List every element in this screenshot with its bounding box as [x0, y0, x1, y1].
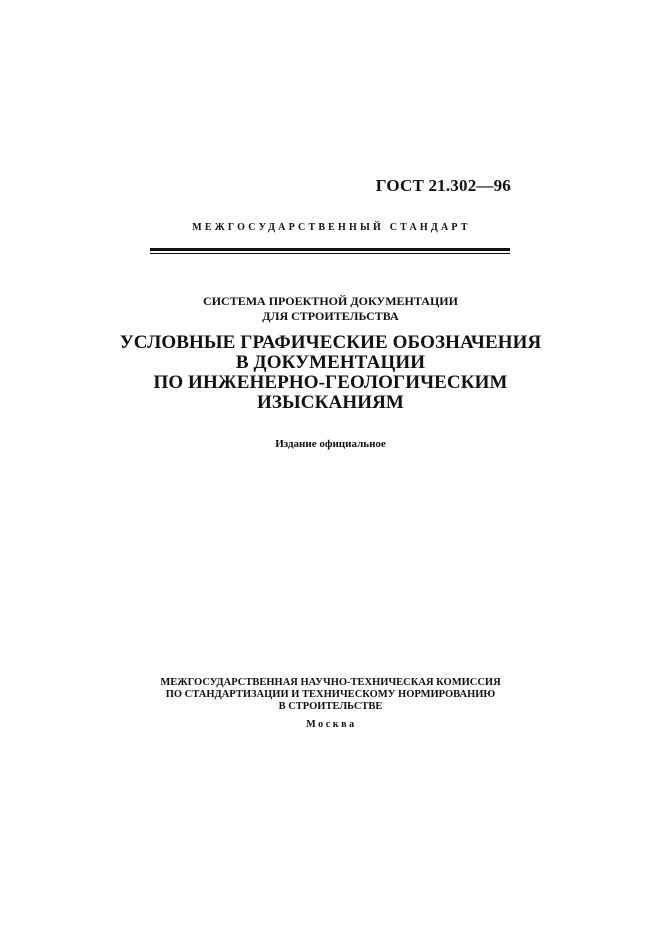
title-line: ПО ИНЖЕНЕРНО-ГЕОЛОГИЧЕСКИМ — [153, 372, 508, 393]
publisher-line: ПО СТАНДАРТИЗАЦИИ И ТЕХНИЧЕСКОМУ НОРМИРОВАНИЮ — [165, 689, 496, 700]
title-line: В ДОКУМЕНТАЦИИ — [235, 352, 426, 373]
header-rule-thin — [150, 253, 510, 254]
publication-city: Москва — [306, 719, 357, 730]
publisher-line: В СТРОИТЕЛЬСТВЕ — [278, 701, 383, 712]
document-title — [0, 333, 661, 413]
title-line: УСЛОВНЫЕ ГРАФИЧЕСКИЕ ОБОЗНАЧЕНИЯ — [119, 332, 542, 353]
standard-type-heading: МЕЖГОСУДАРСТВЕННЫЙ СТАНДАРТ — [192, 222, 471, 233]
publisher — [0, 677, 661, 713]
system-heading — [0, 294, 661, 324]
header-rule-thick — [150, 248, 510, 251]
edition-label: Издание официальное — [275, 438, 386, 450]
publisher-line: МЕЖГОСУДАРСТВЕННАЯ НАУЧНО-ТЕХНИЧЕСКАЯ КОМИССИЯ — [160, 677, 501, 688]
document-number: ГОСТ 21.302—96 — [375, 176, 511, 195]
title-line: ИЗЫСКАНИЯМ — [257, 392, 404, 413]
system-line: ДЛЯ СТРОИТЕЛЬСТВА — [262, 309, 399, 323]
system-line: СИСТЕМА ПРОЕКТНОЙ ДОКУМЕНТАЦИИ — [203, 294, 458, 308]
